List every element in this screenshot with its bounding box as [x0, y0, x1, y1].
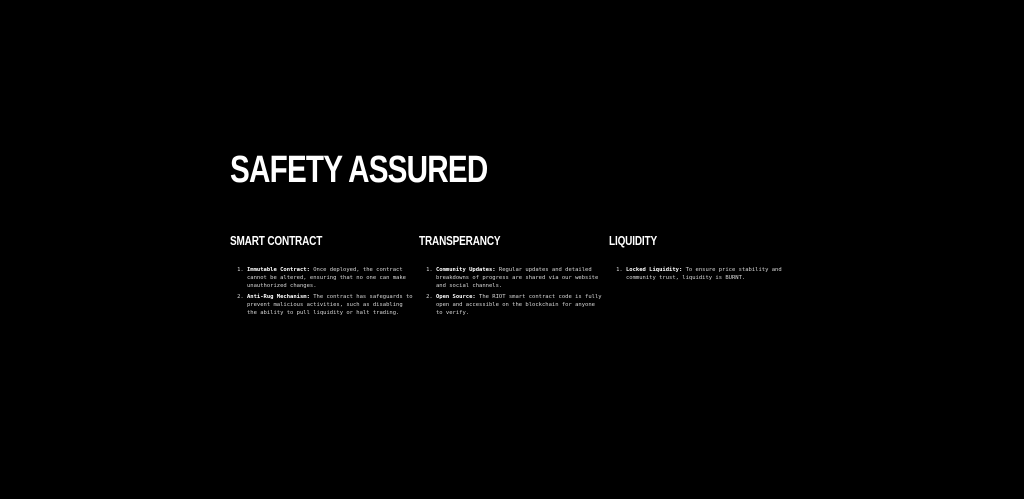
- item-title: Anti-Rug Mechanism:: [247, 293, 310, 300]
- item-text: Regular updates and detailed breakdowns of progress are shared via our website and social channels.: [436, 267, 599, 290]
- smart-contract-list: [230, 266, 414, 317]
- liquidity-section: [609, 234, 793, 285]
- item-text: To ensure price stability and community trust, liquidity is BURNT.: [626, 267, 782, 282]
- list-item: [247, 293, 414, 317]
- item-title: Open Source:: [436, 293, 476, 300]
- item-title: Locked Liquidity:: [626, 267, 683, 273]
- item-text: The contract has safeguards to prevent malicious activities, such as disabling the ability to pull liquidity or halt trading.: [247, 293, 413, 317]
- smart-contract-section: [230, 234, 414, 320]
- item-title: Immutable Contract:: [247, 267, 310, 273]
- item-text: Once deployed, the contract cannot be altered, ensuring that no one can make unauthorized changes.: [247, 267, 406, 290]
- page-title: SAFETY ASSURED: [230, 149, 488, 191]
- section-heading-smart-contract: SMART CONTRACT: [230, 234, 323, 248]
- list-item: [626, 266, 793, 282]
- list-item: [436, 293, 603, 317]
- liquidity-list: [609, 266, 793, 282]
- list-item: [247, 266, 414, 290]
- transparency-section: [419, 234, 603, 320]
- item-text: The RIOT smart contract code is fully open and accessible on the blockchain for anyone to verify.: [436, 293, 602, 317]
- item-title: Community Updates:: [436, 267, 496, 273]
- section-heading-liquidity: LIQUIDITY: [609, 234, 658, 248]
- list-item: [436, 266, 603, 290]
- transparency-list: [419, 266, 603, 317]
- section-heading-transparency: TRANSPERANCY: [419, 234, 501, 248]
